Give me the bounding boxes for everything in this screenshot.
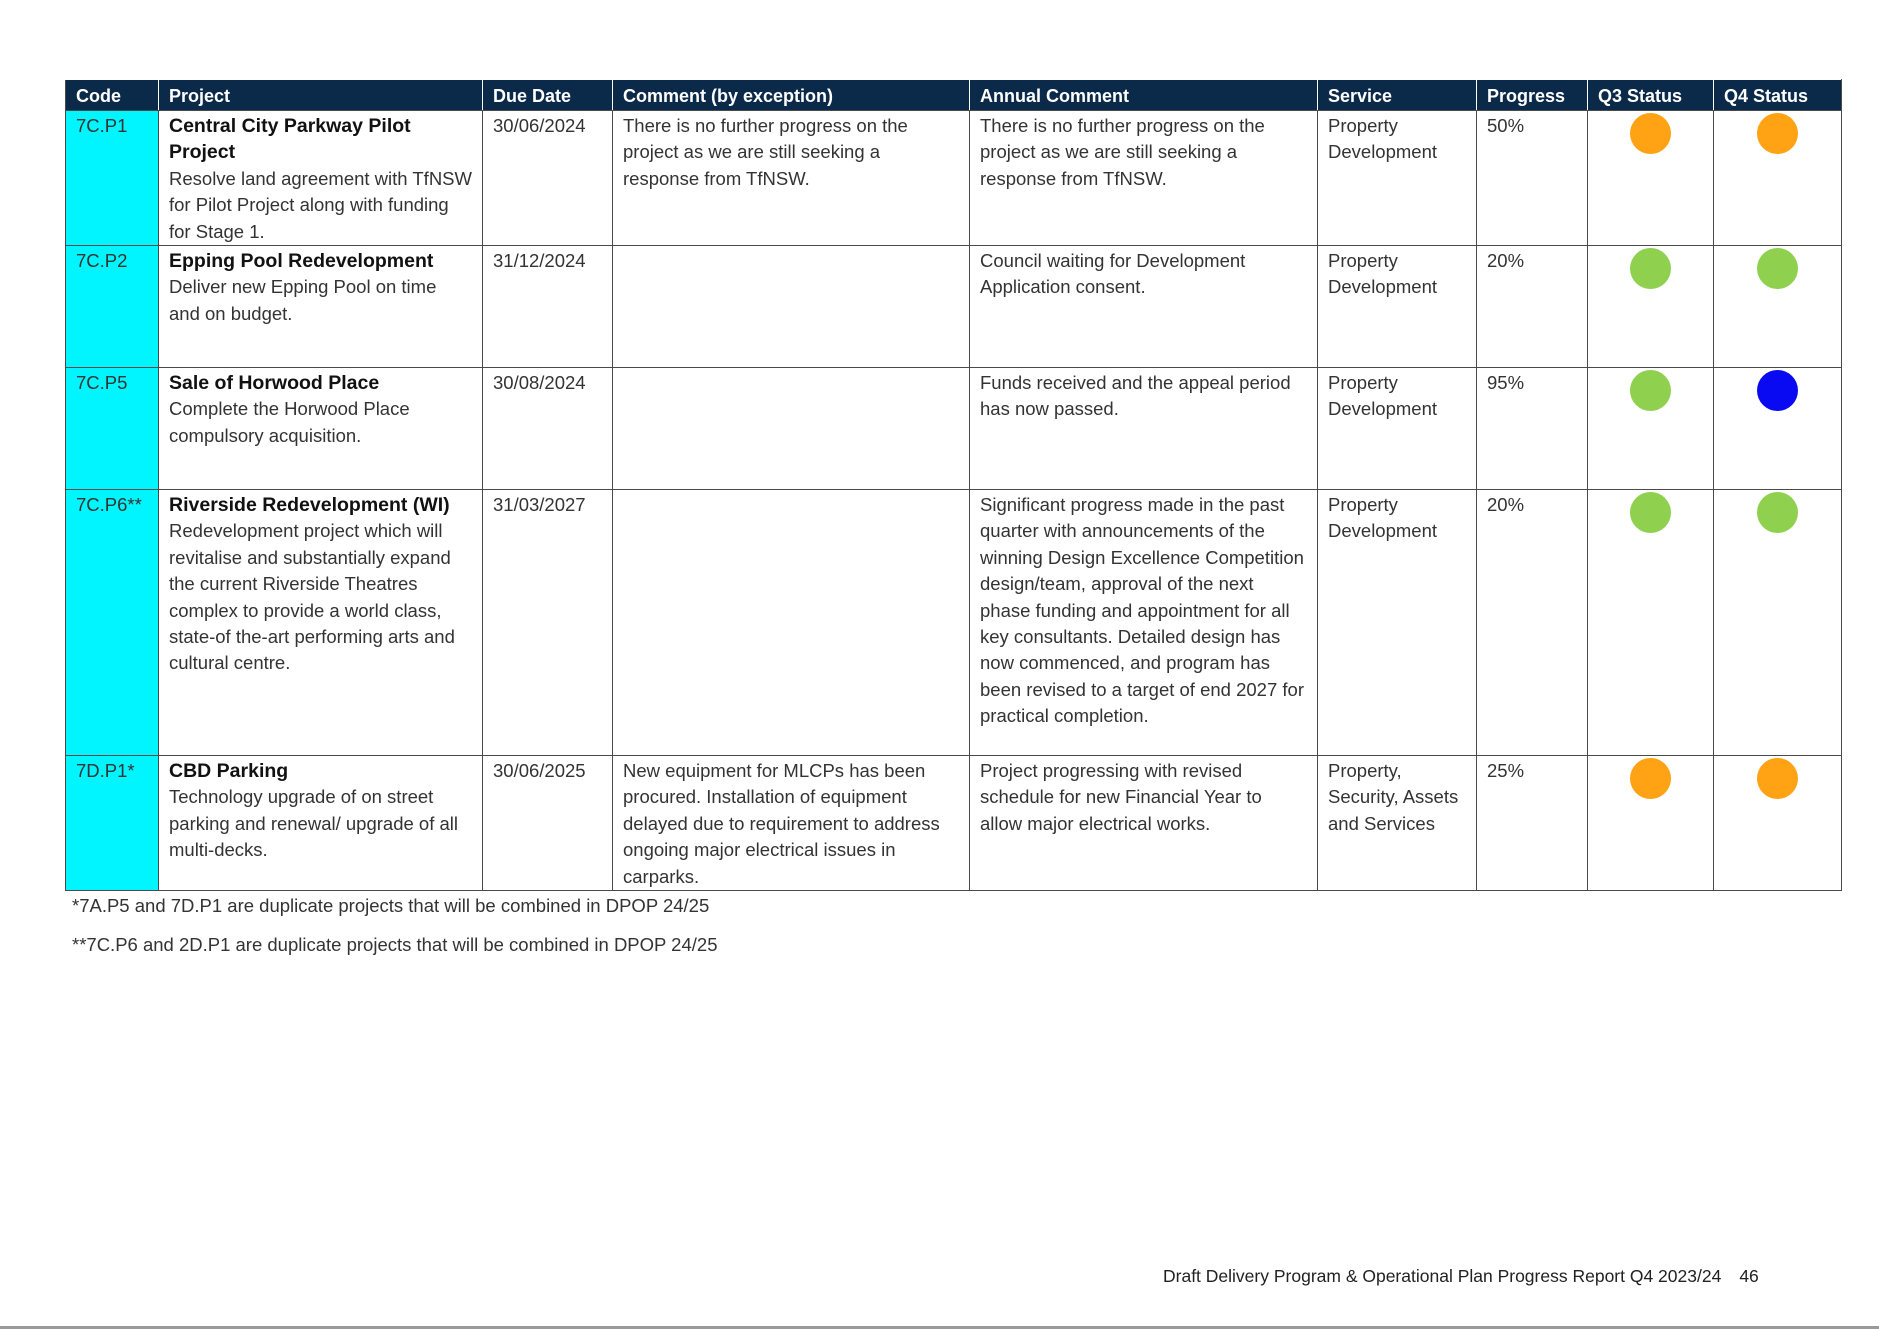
comment xyxy=(613,246,970,368)
q4-status-indicator xyxy=(1757,758,1798,799)
q3-status-cell xyxy=(1588,756,1714,891)
header-service: Service xyxy=(1318,80,1477,111)
q4-status-cell xyxy=(1714,756,1842,891)
table-row xyxy=(66,111,1842,246)
project-cell xyxy=(159,756,483,891)
annual-comment: Significant progress made in the past quarter with announcements of the winning Design Excellence Competition design/team, approval of the next phase funding and appointment for all key consultants. Detailed design has now commenced, and program has been revised to a target of end 2027 for practical completion. xyxy=(970,490,1318,756)
project-cell xyxy=(159,490,483,756)
q4-status-cell xyxy=(1714,111,1842,246)
q3-status-indicator xyxy=(1630,758,1671,799)
project-description: Redevelopment project which will revitalise and substantially expand the current Riverside Theatres complex to provide a world class, state-of the-art performing arts and cultural centre. xyxy=(169,520,455,674)
q4-status-cell xyxy=(1714,490,1842,756)
annual-comment: There is no further progress on the project as we are still seeking a response from TfNSW. xyxy=(970,111,1318,246)
service: Property Development xyxy=(1318,246,1477,368)
header-annual-comment: Annual Comment xyxy=(970,80,1318,111)
project-code: 7C.P6** xyxy=(66,490,159,756)
table-row xyxy=(66,490,1842,756)
footnote-duplicate-7d-p1: *7A.P5 and 7D.P1 are duplicate projects that will be combined in DPOP 24/25 xyxy=(72,895,710,916)
q3-status-cell xyxy=(1588,246,1714,368)
table-row xyxy=(66,368,1842,490)
progress: 20% xyxy=(1477,246,1588,368)
due-date: 30/06/2025 xyxy=(483,756,613,891)
table-row xyxy=(66,756,1842,891)
project-description: Deliver new Epping Pool on time and on budget. xyxy=(169,276,437,324)
q3-status-indicator xyxy=(1630,248,1671,289)
q4-status-indicator xyxy=(1757,113,1798,154)
project-title: Riverside Redevelopment (WI) xyxy=(169,494,450,517)
project-title: Epping Pool Redevelopment xyxy=(169,250,434,273)
comment xyxy=(613,368,970,490)
footnote-duplicate-7c-p6: **7C.P6 and 2D.P1 are duplicate projects that will be combined in DPOP 24/25 xyxy=(72,934,718,955)
q4-status-cell xyxy=(1714,368,1842,490)
due-date: 31/12/2024 xyxy=(483,246,613,368)
q3-status-indicator xyxy=(1630,113,1671,154)
project-code: 7D.P1* xyxy=(66,756,159,891)
q3-status-cell xyxy=(1588,490,1714,756)
project-description: Technology upgrade of on street parking and renewal/ upgrade of all multi-decks. xyxy=(169,786,458,861)
project-code: 7C.P1 xyxy=(66,111,159,246)
q4-status-indicator xyxy=(1757,492,1798,533)
q3-status-indicator xyxy=(1630,370,1671,411)
project-description: Resolve land agreement with TfNSW for Pilot Project along with funding for Stage 1. xyxy=(169,167,472,242)
progress: 20% xyxy=(1477,490,1588,756)
service: Property, Security, Assets and Services xyxy=(1318,756,1477,891)
report-title: Draft Delivery Program & Operational Plan Progress Report Q4 2023/24 xyxy=(1163,1266,1722,1286)
q3-status-cell xyxy=(1588,368,1714,490)
project-cell xyxy=(159,368,483,490)
project-title: Sale of Horwood Place xyxy=(169,372,380,395)
page-footer xyxy=(1163,1266,1759,1287)
header-q3-status: Q3 Status xyxy=(1588,80,1714,111)
progress: 25% xyxy=(1477,756,1588,891)
service: Property Development xyxy=(1318,490,1477,756)
header-project: Project xyxy=(159,80,483,111)
project-title: CBD Parking xyxy=(169,760,289,783)
q3-status-indicator xyxy=(1630,492,1671,533)
header-q4-status: Q4 Status xyxy=(1714,80,1842,111)
header-comment: Comment (by exception) xyxy=(613,80,970,111)
project-code: 7C.P5 xyxy=(66,368,159,490)
q3-status-cell xyxy=(1588,111,1714,246)
due-date: 31/03/2027 xyxy=(483,490,613,756)
project-cell xyxy=(159,246,483,368)
header-code: Code xyxy=(66,80,159,111)
project-description: Complete the Horwood Place compulsory acquisition. xyxy=(169,398,410,446)
annual-comment: Funds received and the appeal period has now passed. xyxy=(970,368,1318,490)
service: Property Development xyxy=(1318,368,1477,490)
due-date: 30/06/2024 xyxy=(483,111,613,246)
header-progress: Progress xyxy=(1477,80,1588,111)
progress: 95% xyxy=(1477,368,1588,490)
q4-status-indicator xyxy=(1757,248,1798,289)
due-date: 30/08/2024 xyxy=(483,368,613,490)
table-row xyxy=(66,246,1842,368)
project-code: 7C.P2 xyxy=(66,246,159,368)
annual-comment: Project progressing with revised schedule for new Financial Year to allow major electrical works. xyxy=(970,756,1318,891)
page-number: 46 xyxy=(1739,1266,1759,1286)
project-cell xyxy=(159,111,483,246)
annual-comment: Council waiting for Development Application consent. xyxy=(970,246,1318,368)
progress: 50% xyxy=(1477,111,1588,246)
comment xyxy=(613,490,970,756)
comment: New equipment for MLCPs has been procured. Installation of equipment delayed due to requirement to address ongoing major electrical issues in carparks. xyxy=(613,756,970,891)
q4-status-indicator xyxy=(1757,370,1798,411)
comment: There is no further progress on the project as we are still seeking a response from TfNSW. xyxy=(613,111,970,246)
project-title: Central City Parkway Pilot Project xyxy=(169,115,411,164)
table-header-row xyxy=(66,80,1842,111)
projects-table xyxy=(65,79,1842,891)
service: Property Development xyxy=(1318,111,1477,246)
q4-status-cell xyxy=(1714,246,1842,368)
header-due-date: Due Date xyxy=(483,80,613,111)
